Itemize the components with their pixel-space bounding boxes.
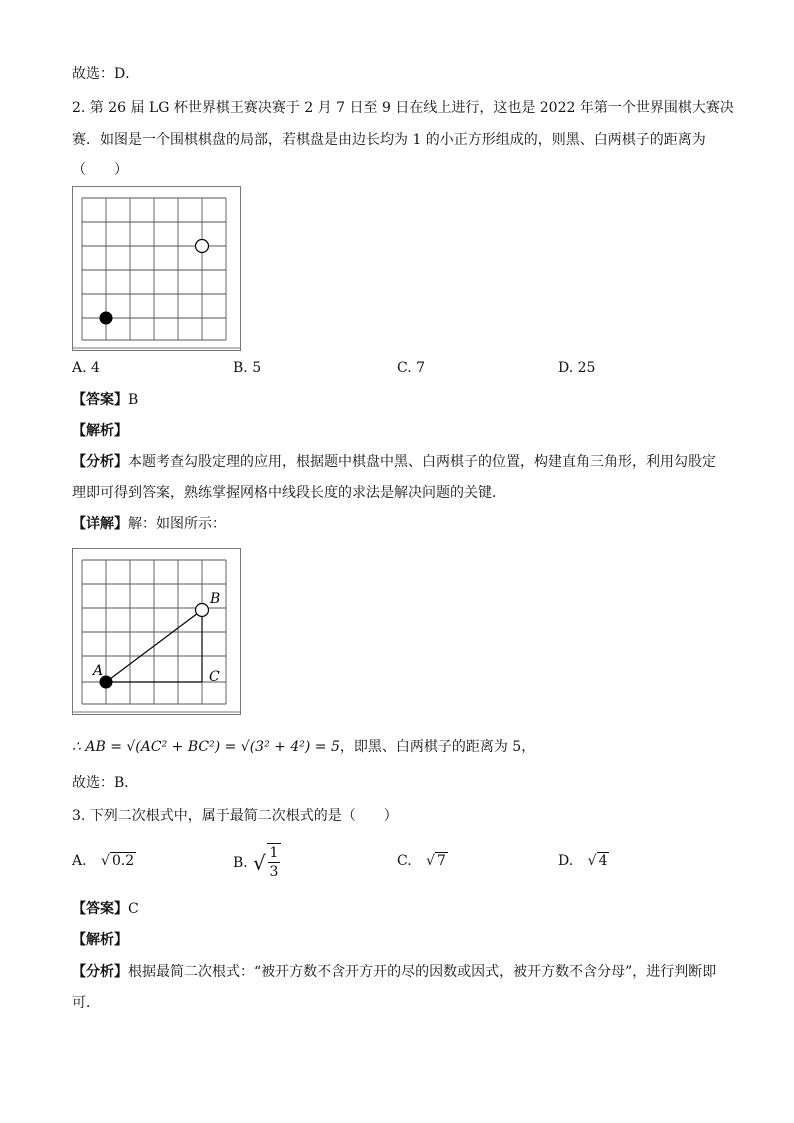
q2-stem-line-2: 赛．如图是一个围棋棋盘的局部，若棋盘是由边长均为 1 的小正方形组成的，则黑、白两棋子的距离为 <box>72 132 706 148</box>
q2-stem-line-3: （ ） <box>72 162 128 178</box>
q3-stem: 3. 下列二次根式中，属于最简二次根式的是（ ） <box>72 808 398 824</box>
label-b: B <box>210 591 221 607</box>
black-stone <box>100 312 113 325</box>
q3-fenxi-line-2: 可． <box>72 995 100 1011</box>
option-letter: C. <box>397 853 412 869</box>
q3-option-d <box>558 851 609 871</box>
answer-tag: 【答案】 <box>72 901 128 917</box>
previous-conclusion: 故选：D． <box>72 66 140 82</box>
q3-analysis-tag: 【解析】 <box>72 932 128 948</box>
radicand: 0.2 <box>111 853 135 869</box>
q3-fenxi-line-1 <box>72 962 716 982</box>
sqrt-symbol-icon: √ <box>426 853 436 869</box>
q2-go-board-figure <box>72 186 242 352</box>
answer-value: C <box>128 901 139 917</box>
fenxi-tag: 【分析】 <box>72 454 128 470</box>
q3-option-a <box>72 851 136 871</box>
fraction-numerator: 1 <box>267 843 281 862</box>
q2-analysis-tag: 【解析】 <box>72 423 128 439</box>
q2-fenxi-line-1 <box>72 452 716 472</box>
radicand: 7 <box>437 853 446 869</box>
answer-value: B <box>128 392 139 408</box>
answer-tag: 【答案】 <box>72 392 128 408</box>
fenxi-text: 根据最简二次根式：“被开方数不含开方开的尽的因数或因式，被开方数不含分母”，进行判断即 <box>128 964 717 980</box>
label-a: A <box>93 663 104 679</box>
option-letter: B. <box>233 855 248 871</box>
q2-option-b: B. 5 <box>233 360 262 376</box>
label-c: C <box>209 669 220 685</box>
sqrt-symbol-icon: √ <box>253 851 266 875</box>
q2-formula-line <box>72 737 535 757</box>
formula-prefix: ∴ AB = <box>72 739 127 755</box>
q2-option-a: A. 4 <box>72 360 100 376</box>
xiangjie-text: 解：如图所示： <box>128 516 226 532</box>
sqrt-symbol-icon: √ <box>587 853 597 869</box>
option-letter: D. <box>558 853 574 869</box>
q2-solution-figure <box>72 548 242 716</box>
q3-answer-line <box>72 899 139 919</box>
white-stone-b <box>196 604 209 617</box>
q2-xiangjie-line <box>72 514 226 534</box>
q2-option-d: D. 25 <box>558 360 596 376</box>
formula-expression: √(AC² + BC²) = √(3² + 4²) = 5 <box>126 739 340 755</box>
q2-stem-line-1: 2. 第 26 届 LG 杯世界棋王赛决赛于 2 月 7 日至 9 日在线上进行，这也是 2022 年第一个世界围棋大赛决 <box>72 100 734 116</box>
q2-option-c: C. 7 <box>397 360 426 376</box>
radicand: 4 <box>598 853 608 869</box>
q3-option-c <box>397 851 448 871</box>
xiangjie-tag: 【详解】 <box>72 516 128 532</box>
q2-answer-line <box>72 390 138 410</box>
white-stone <box>196 240 209 253</box>
fraction-denominator: 3 <box>269 864 279 880</box>
fenxi-text: 本题考查勾股定理的应用，根据题中棋盘中黑、白两棋子的位置，构建直角三角形，利用勾股定 <box>128 454 716 470</box>
formula-suffix: ，即黑、白两棋子的距离为 5， <box>339 739 536 755</box>
q2-fenxi-line-2: 理即可得到答案，熟练掌握网格中线段长度的求法是解决问题的关键． <box>72 485 506 501</box>
sqrt-symbol-icon: √ <box>101 853 110 869</box>
q2-conclusion: 故选：B． <box>72 775 139 791</box>
fenxi-tag: 【分析】 <box>72 964 128 980</box>
option-letter: A. <box>72 853 87 869</box>
